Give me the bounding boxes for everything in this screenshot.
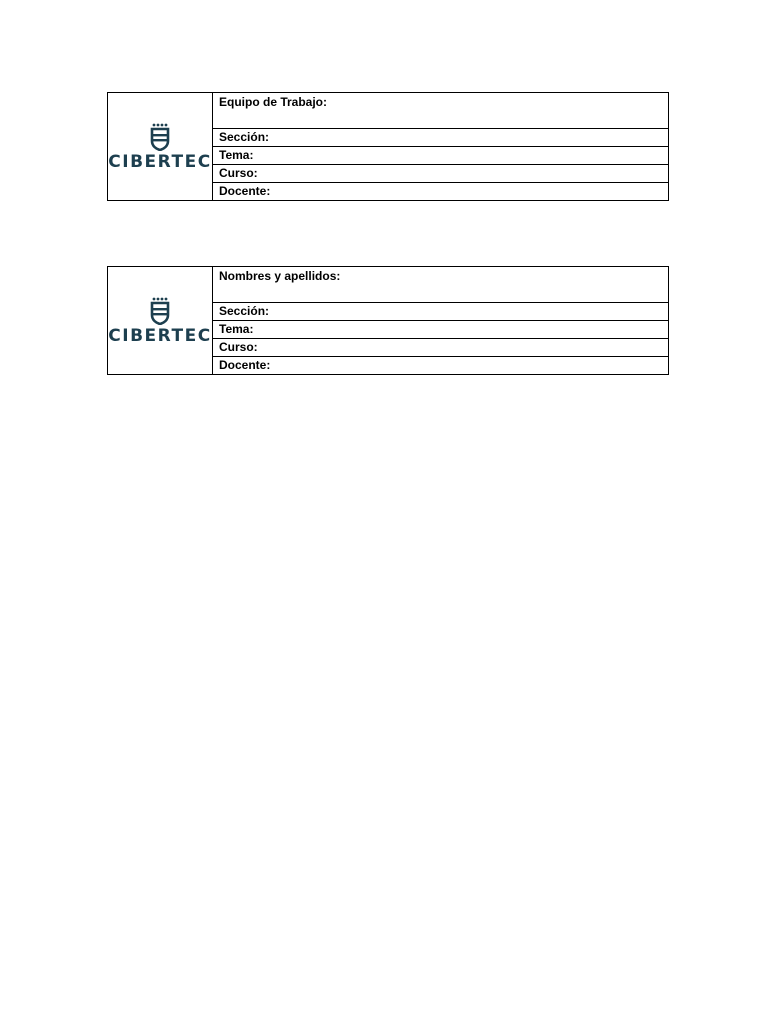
shield-icon [149, 297, 171, 325]
field-teacher[interactable]: Docente: [213, 357, 669, 375]
brand-name: CIBERTEC [108, 325, 212, 346]
field-topic[interactable]: Tema: [213, 147, 669, 165]
field-course[interactable]: Curso: [213, 339, 669, 357]
field-course[interactable]: Curso: [213, 165, 669, 183]
field-full-name[interactable]: Nombres y apellidos: [213, 267, 669, 303]
brand-name: CIBERTEC [108, 151, 212, 172]
field-team[interactable]: Equipo de Trabajo: [213, 93, 669, 129]
shield-icon [149, 123, 171, 151]
logo-cell [108, 267, 213, 375]
form-table-individual [107, 266, 669, 375]
cibertec-logo [108, 123, 211, 171]
field-topic[interactable]: Tema: [213, 321, 669, 339]
logo-cell [108, 93, 213, 201]
field-section[interactable]: Sección: [213, 129, 669, 147]
field-section[interactable]: Sección: [213, 303, 669, 321]
cibertec-logo [108, 297, 211, 345]
form-table-team [107, 92, 669, 201]
field-teacher[interactable]: Docente: [213, 183, 669, 201]
